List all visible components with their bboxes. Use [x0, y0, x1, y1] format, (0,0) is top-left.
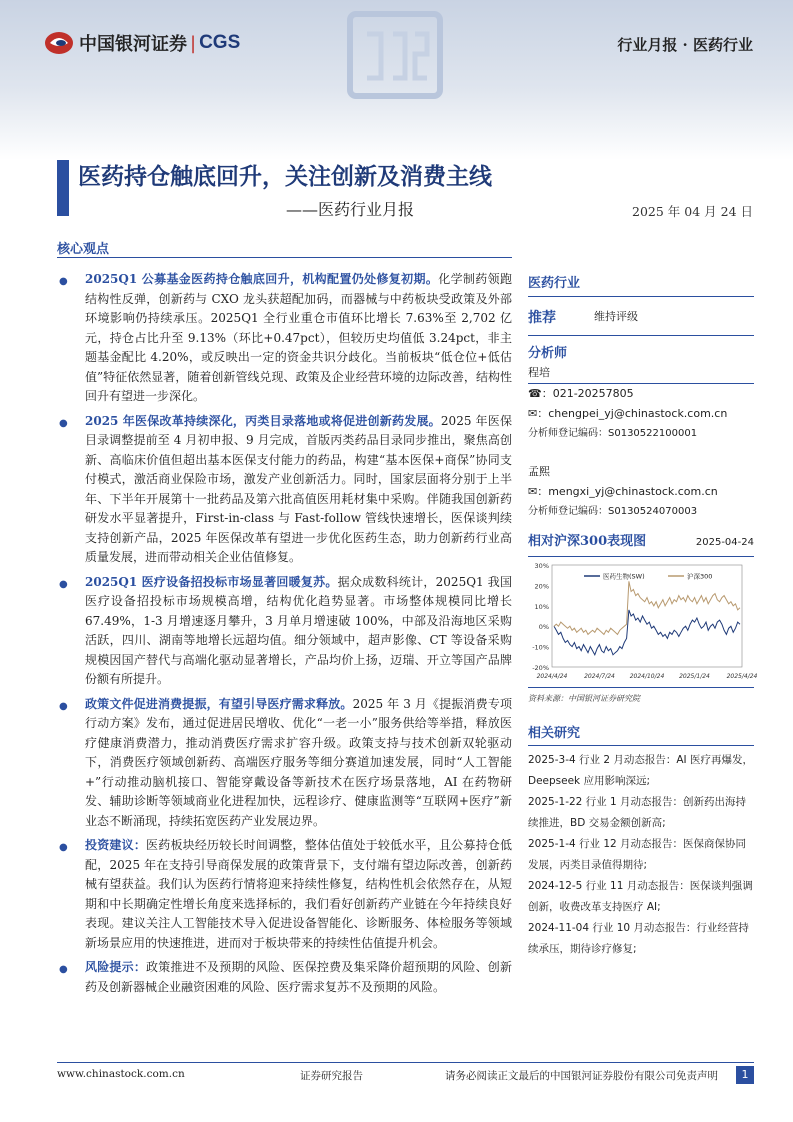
core-view-item	[57, 695, 512, 832]
cgs-watermark	[345, 8, 445, 104]
legend-label: 医药生物(SW)	[603, 572, 645, 581]
sidebar-divider	[528, 556, 754, 557]
sidebar-analysts	[528, 342, 754, 522]
rating-value: 维持评级	[594, 310, 638, 323]
analyst-email[interactable]: ✉：chengpei_yj@chinastock.com.cn	[528, 407, 728, 420]
rating-row	[528, 307, 754, 327]
research-item[interactable]: 2025-3-4 行业 2 月动态报告：AI 医疗再爆发，Deepseek 应用影响深远;	[528, 754, 753, 787]
report-title: 医药持仓触底回升，关注创新及消费主线	[78, 163, 492, 190]
y-tick-label: 30%	[534, 562, 549, 570]
chart-date: 2025-04-24	[695, 537, 754, 548]
chart-title: 相对沪深300表现图	[528, 534, 647, 549]
title-accent-bar	[57, 160, 69, 216]
core-view-heading: 2025 年医保改革持续深化，丙类目录落地或将促进创新药发展。	[85, 413, 441, 428]
report-type: 行业月报 · 医药行业	[617, 36, 753, 54]
y-tick-label: -20%	[532, 664, 549, 672]
sidebar-chart	[528, 530, 758, 704]
core-view-item	[57, 958, 512, 997]
core-view-heading: 风险提示：	[85, 960, 147, 974]
email-icon: ✉：	[528, 485, 549, 498]
core-view-text: 医药板块经历较长时间调整，整体估值处于较低水平，且公募持仓低配，2025 年在支持引导商保发展的政策背景下，支付端有望边际改善，创新药械有望获益。我们认为医药行情将迎来持续性修复，结构性机会依然存在，从短期和中长期确定性增长角度来选择标的，我们看好创新药产业链在今年持续良好表现。建议关注人工智能技术导入促进设备智能化、诊断服务、体检服务等领域新场景应用的快速推进，进而对于板块带来的持续性估值提升机会。	[85, 838, 512, 950]
analyst-registration: 分析师登记编码：S0130524070003	[528, 506, 698, 517]
sidebar-industry	[528, 272, 754, 336]
x-tick-label: 2024/10/24	[629, 673, 665, 680]
footer-website[interactable]: www.chinastock.com.cn	[57, 1068, 185, 1080]
analyst-phone: ☎：021-20257805	[528, 387, 634, 400]
x-tick-label: 2025/4/24	[726, 673, 758, 680]
series-line-pharma	[554, 610, 740, 655]
research-item[interactable]: 2025-1-22 行业 1 月动态报告：创新药出海持续推进，BD 交易金额创新高;	[528, 796, 747, 829]
bullet-dot-icon: ●	[59, 276, 68, 287]
logo-chinese-text: 中国银河证券	[79, 34, 187, 55]
chart-header	[528, 530, 754, 553]
x-tick-label: 2024/7/24	[584, 673, 615, 680]
core-view-text: 2025 年 3 月《提振消费专项行动方案》发布，通过促进居民增收、优化“一老一小”服务供给等举措，释放医疗健康消费潜力，推动消费医疗需求扩容升级。政策支持与技术创新双轮驱动下，消费医疗领域创新药、高端医疗服务等细分赛道加速发展，同时“人工智能+”行动推动脑机接口、智能穿戴设备等新技术在医疗场景落地，AI 在药物研发、辅助诊断等领域商业化进程加快，远程诊疗、健康监测等“互联网+医疗”新业态不断涌现，持续拓宽医药产业发展边界。	[85, 696, 512, 828]
core-view-item	[57, 270, 512, 407]
research-item[interactable]: 2024-11-04 行业 10 月动态报告：行业经营持续承压，期待诊疗修复;	[528, 922, 749, 955]
bullet-dot-icon: ●	[59, 417, 68, 429]
sidebar-divider	[528, 687, 754, 688]
y-tick-label: 20%	[534, 582, 549, 591]
logo-english-text: CGS	[199, 32, 241, 53]
company-logo	[44, 30, 240, 56]
relative-performance-chart	[528, 559, 758, 687]
chart-frame	[552, 565, 742, 667]
sidebar-divider	[528, 335, 754, 336]
research-item[interactable]: 2024-12-5 行业 11 月动态报告：医保谈判强调创新，收费改革支持医疗 AI;	[528, 880, 753, 913]
analyst-name: 程培	[528, 366, 550, 379]
footer-disclaimer: 请务必阅读正文最后的中国银河证券股份有限公司免责声明	[445, 1070, 718, 1082]
legend-label: 沪深300	[687, 572, 713, 581]
report-date: 2025 年 04 月 24 日	[632, 204, 753, 219]
page-number: 1	[736, 1066, 754, 1084]
analyst-registration: 分析师登记编码：S0130522100001	[528, 428, 698, 439]
core-view-heading: 2025Q1 医疗设备招投标市场显著回暖复苏。	[85, 574, 338, 589]
core-view-text: 化学制药领跑结构性反弹，创新药与 CXO 龙头获超配加码，而器械与中药板块受政策及外部环境影响仍持续承压。2025Q1 全行业重仓市值环比增长 7.63%至 2,702 亿元，持仓占比升至 9.13%（环比+0.47pct），但较历史均值低 3.24pct，非主题基金配比 4.20%，或反映出一定的资金共识分歧化。当前板块“低仓位+低估值”特征依然显著，随着创新管线兑现、政策及企业经营环境的边际改善，结构性回升有望进一步深化。	[85, 272, 512, 403]
core-views-list	[57, 270, 512, 1002]
bullet-dot-icon: ●	[59, 842, 68, 853]
core-view-item	[57, 573, 512, 690]
logo-mark-icon	[44, 31, 74, 55]
chart-source: 资料来源：中国银河证券研究院	[528, 694, 640, 703]
bullet-dot-icon: ●	[59, 578, 68, 590]
core-view-item	[57, 836, 512, 953]
bullet-dot-icon: ●	[59, 964, 68, 975]
core-view-item	[57, 412, 512, 568]
email-icon: ✉：	[528, 407, 549, 420]
bullet-dot-icon: ●	[59, 700, 68, 712]
logo-separator: |	[190, 32, 197, 54]
x-tick-label: 2024/4/24	[536, 673, 568, 680]
research-item[interactable]: 2025-1-4 行业 12 月动态报告：医保商保协同发展，丙类目录值得期待;	[528, 838, 747, 871]
rating-label: 推荐	[528, 310, 556, 326]
analyst-heading: 分析师	[528, 346, 568, 361]
analyst-name: 孟熙	[528, 465, 550, 478]
y-tick-label: 10%	[534, 602, 549, 611]
core-views-divider	[57, 257, 512, 258]
core-view-text: 2025 年医保目录调整提前至 4 月初申报、9 月完成，首版丙类药品目录同步推出，聚焦高创新、高临床价值但超出基本医保支付能力的药品，构建“基本医保+商保”协同支付模式，激活商业保险市场，激发产业创新活力。同时，国家层面将分别于上半年、下半年开展第十一批药品及第六批高值医用耗材集中采购。伴随我国创新药研发水平显著提升，First-in-class 与 Fast-follow 管线快速增长，医保谈判续支持创新产品，2025 年医保改革有望进一步优化医药生态，助力创新药行业高质量发展，进而带动相关企业估值修复。	[85, 413, 512, 564]
x-tick-label: 2025/1/24	[679, 673, 710, 680]
core-view-text: 政策推进不及预期的风险、医保控费及集采降价超预期的风险、创新药及创新器械企业融资困难的风险、医疗需求复苏不及预期的风险。	[85, 960, 512, 994]
core-view-heading: 投资建议：	[85, 838, 147, 852]
y-tick-label: 0%	[538, 623, 549, 632]
footer-divider	[57, 1062, 754, 1063]
core-view-text: 据众成数科统计，2025Q1 我国医疗设备招投标市场规模高增，结构优化趋势显著。市场整体规模同比增长 67.49%，1-3 月增速逐月攀升，3 月单月增速破 100%，中部及沿海地区采购活跃，四川、湖南等地增长远超均值。细分领域中，超声影像、CT 等设备采购规模因国产替代与高端化驱动显著增长，产品均价上扬，迈瑞、开立等国产品牌份额有所提升。	[85, 574, 512, 686]
report-subtitle: ——医药行业月报	[286, 200, 415, 219]
footer-report-label: 证券研究报告	[300, 1070, 363, 1082]
core-view-heading: 2025Q1 公募基金医药持仓触底回升，机构配置仍处修复初期。	[85, 272, 439, 286]
sidebar-divider	[528, 296, 754, 297]
core-view-heading: 政策文件促进消费提振，有望引导医疗需求释放。	[85, 696, 353, 711]
phone-icon: ☎：	[528, 387, 553, 400]
industry-label: 医药行业	[528, 276, 581, 291]
analyst-email[interactable]: ✉：mengxi_yj@chinastock.com.cn	[528, 485, 718, 498]
y-tick-label: -10%	[532, 643, 549, 652]
research-heading: 相关研究	[528, 726, 581, 741]
sidebar-divider	[528, 745, 754, 746]
core-views-heading: 核心观点	[57, 242, 110, 257]
series-line-csi300	[554, 581, 740, 634]
sidebar-related-research	[528, 722, 754, 960]
